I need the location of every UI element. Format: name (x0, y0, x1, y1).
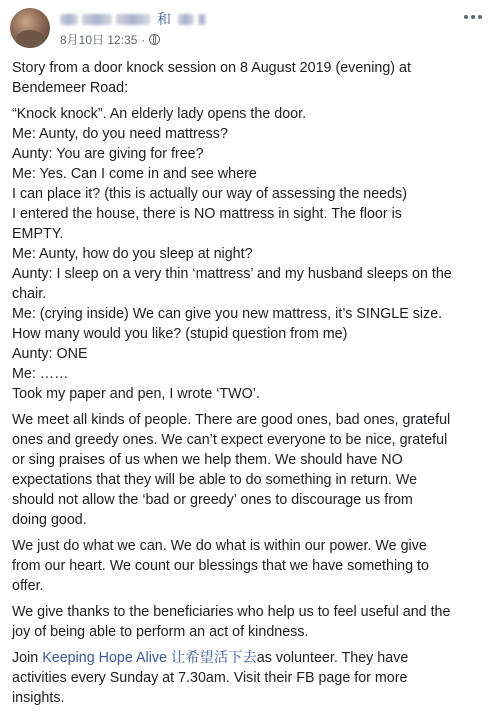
post-paragraph (12, 58, 490, 98)
text-line: activities every Sunday at 7.30am. Visit their FB page for more (12, 670, 408, 686)
post-body (12, 58, 490, 714)
text-line: Story from a door knock session on 8 August 2019 (evening) at (12, 60, 411, 76)
text-line: Took my paper and pen, I wrote ‘TWO’. (12, 386, 260, 402)
post-meta (60, 31, 160, 48)
post-paragraph (12, 410, 490, 530)
text-line: Bendemeer Road: (12, 80, 129, 96)
text-line: I entered the house, there is NO mattress in sight. The floor is (12, 206, 402, 222)
text-line: Me: Yes. Can I come in and see where (12, 166, 257, 182)
text-line: We meet all kinds of people. There are good ones, bad ones, grateful (12, 412, 451, 428)
text-line: Me: (crying inside) We can give you new mattress, it’s SINGLE size. (12, 306, 443, 322)
text-line: or sing praises of us when we help them. We should have NO (12, 452, 403, 468)
post-paragraph (12, 536, 490, 596)
meta-separator: · (141, 32, 146, 47)
post-paragraph (12, 602, 490, 642)
name-connector: 和 (157, 11, 171, 27)
join-suffix: as volunteer. They have (256, 650, 409, 666)
join-prefix: Join (12, 650, 43, 666)
blurred-author-name[interactable] (60, 14, 78, 25)
post-timestamp[interactable]: 8月10日 12:35 (60, 33, 138, 47)
post-paragraph (12, 104, 490, 404)
text-line: EMPTY. (12, 226, 64, 242)
text-line: ones and greedy ones. We can’t expect everyone to be nice, grateful (12, 432, 448, 448)
blurred-author-name[interactable] (82, 14, 112, 25)
text-line: doing good. (12, 512, 87, 528)
text-line: should not allow the ‘bad or greedy’ ones to discourage us from (12, 492, 413, 508)
post-header (10, 8, 490, 50)
text-line: Me: …… (12, 366, 69, 382)
page-link-keeping-hope-alive[interactable]: Keeping Hope Alive 让希望活下去 (42, 650, 257, 666)
text-line: We give thanks to the beneficiaries who help us to feel useful and the (12, 604, 451, 620)
text-line: from our heart. We count our blessings that we have something to (12, 558, 429, 574)
blurred-tagged-name[interactable] (198, 14, 206, 25)
post-paragraph-join (12, 648, 490, 708)
more-options-icon[interactable] (464, 12, 482, 22)
text-line: We just do what we can. We do what is within our power. We give (12, 538, 427, 554)
blurred-author-name[interactable] (116, 14, 150, 25)
text-line: How many would you like? (stupid question from me) (12, 326, 348, 342)
text-line: offer. (12, 578, 44, 594)
text-line: joy of being able to perform an act of kindness. (12, 624, 309, 640)
text-line: chair. (12, 286, 47, 302)
author-avatar[interactable] (10, 8, 50, 48)
globe-icon[interactable] (149, 34, 160, 45)
text-line: expectations that they will be able to do something in return. We (12, 472, 418, 488)
blurred-tagged-name[interactable] (178, 14, 194, 25)
text-line: Aunty: ONE (12, 346, 88, 362)
text-line: “Knock knock”. An elderly lady opens the door. (12, 106, 307, 122)
text-line: insights. (12, 690, 65, 706)
author-names (60, 10, 206, 28)
text-line: Me: Aunty, do you need mattress? (12, 126, 228, 142)
text-line: I can place it? (this is actually our way of assessing the needs) (12, 186, 407, 202)
text-line: Aunty: You are giving for free? (12, 146, 204, 162)
text-line: Aunty: I sleep on a very thin ‘mattress’ and my husband sleeps on the (12, 266, 452, 282)
text-line (12, 648, 490, 668)
text-line: Me: Aunty, how do you sleep at night? (12, 246, 253, 262)
